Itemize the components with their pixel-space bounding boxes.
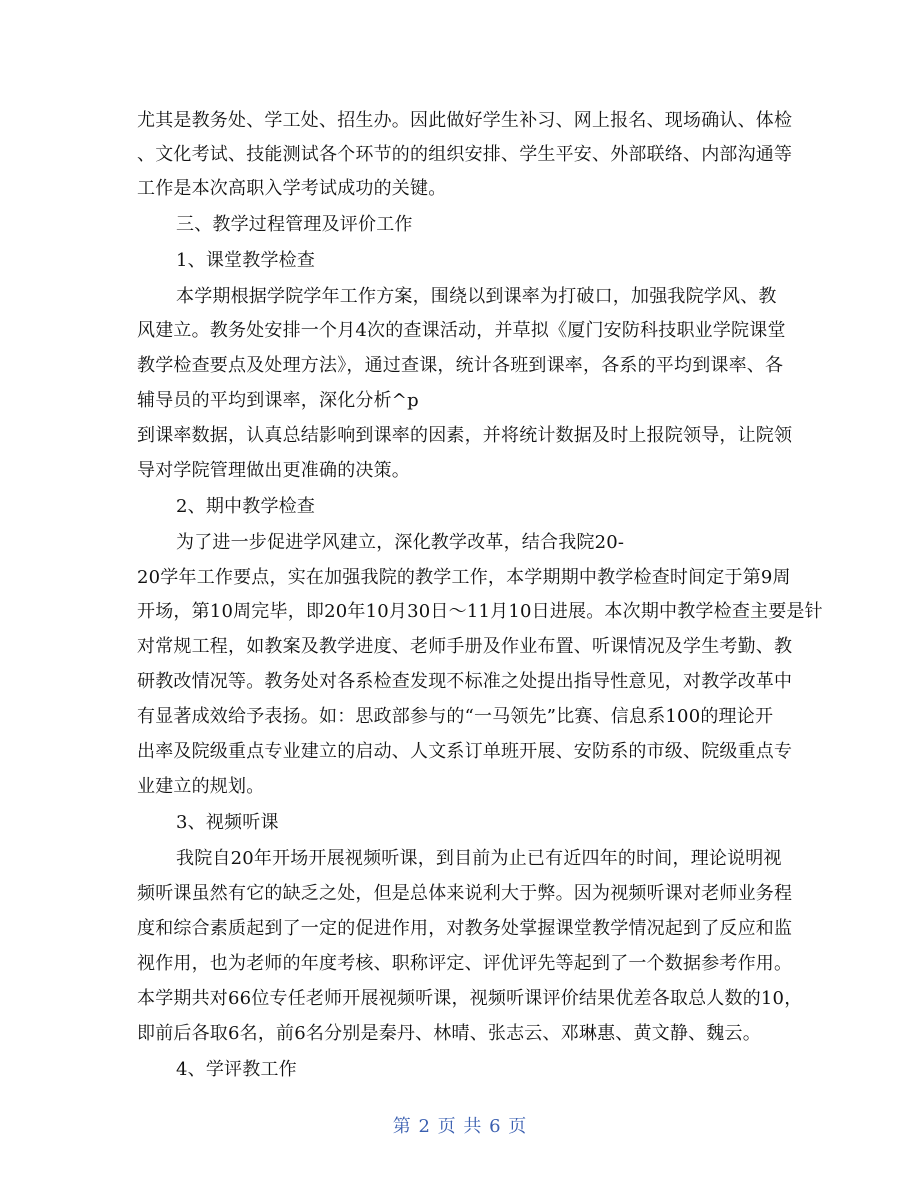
body-text-line: 出率及院级重点专业建立的启动、人文系订单班开展、安防系的市级、院级重点专 (137, 741, 793, 762)
subsection-heading: 4、学评教工作 (176, 1059, 297, 1080)
body-text-line: 视作用，也为老师的年度考核、职称评定、评优评先等起到了一个数据参考作用。 (137, 953, 793, 974)
body-text-line: 度和综合素质起到了一定的促进作用，对教务处掌握课堂教学情况起到了反应和监 (137, 918, 793, 939)
body-text-line: 20学年工作要点，实在加强我院的教学工作，本学期期中教学检查时间定于第9周 (137, 567, 791, 588)
body-text-line: 教学检查要点及处理方法》，通过查课，统计各班到课率，各系的平均到课率、各 (137, 355, 784, 376)
body-text-line: 研教改情况等。教务处对各系检查发现不标准之处提出指导性意见，对教学改革中 (137, 671, 793, 692)
body-text-line: 、文化考试、技能测试各个环节的的组织安排、学生平安、外部联络、内部沟通等 (137, 144, 793, 165)
paragraph-start-line: 我院自20年开场开展视频听课，到目前为止已有近四年的时间，理论说明视 (176, 848, 782, 869)
body-text-line: 业建立的规划。 (137, 776, 265, 797)
body-text-line: 风建立。教务处安排一个月4次的查课活动，并草拟《厦门安防科技职业学院课堂 (137, 320, 786, 341)
body-text-line: 即前后各取6名，前6名分别是秦丹、林晴、张志云、邓琳惠、黄文静、魏云。 (137, 1023, 761, 1044)
subsection-heading: 1、课堂教学检查 (176, 250, 316, 271)
subsection-heading: 2、期中教学检查 (176, 496, 316, 517)
body-text-line: 到课率数据，认真总结影响到课率的因素，并将统计数据及时上报院领导，让院领 (137, 425, 793, 446)
body-text-line: 对常规工程，如教案及教学进度、老师手册及作业布置、听课情况及学生考勤、教 (137, 636, 793, 657)
subsection-heading: 3、视频听课 (176, 812, 279, 833)
body-text-line: 有显著成效给予表扬。如：思政部参与的“一马领先”比赛、信息系100的理论开 (137, 706, 774, 727)
body-text-line: 本学期共对66位专任老师开展视频听课，视频听课评价结果优差各取总人数的10， (137, 988, 803, 1009)
paragraph-start-line: 为了进一步促进学风建立，深化教学改革，结合我院20- (176, 532, 625, 553)
section-heading: 三、教学过程管理及评价工作 (176, 214, 413, 235)
page-number-footer: 第 2 页 共 6 页 (392, 1116, 528, 1137)
body-text-line: 工作是本次高职入学考试成功的关键。 (137, 178, 447, 199)
body-text-line: 频听课虽然有它的缺乏之处，但是总体来说利大于弊。因为视频听课对老师业务程 (137, 883, 793, 904)
body-text-line: 辅导员的平均到课率，深化分析^p (137, 390, 419, 411)
body-text-line: 尤其是教务处、学工处、招生办。因此做好学生补习、网上报名、现场确认、体检 (137, 110, 793, 131)
paragraph-start-line: 本学期根据学院学年工作方案，围绕以到课率为打破口，加强我院学风、教 (176, 286, 777, 307)
body-text-line: 导对学院管理做出更准确的决策。 (137, 460, 410, 481)
body-text-line: 开场，第10周完毕，即20年10月30日～11月10日进展。本次期中教学检查主要是针 (137, 601, 823, 622)
